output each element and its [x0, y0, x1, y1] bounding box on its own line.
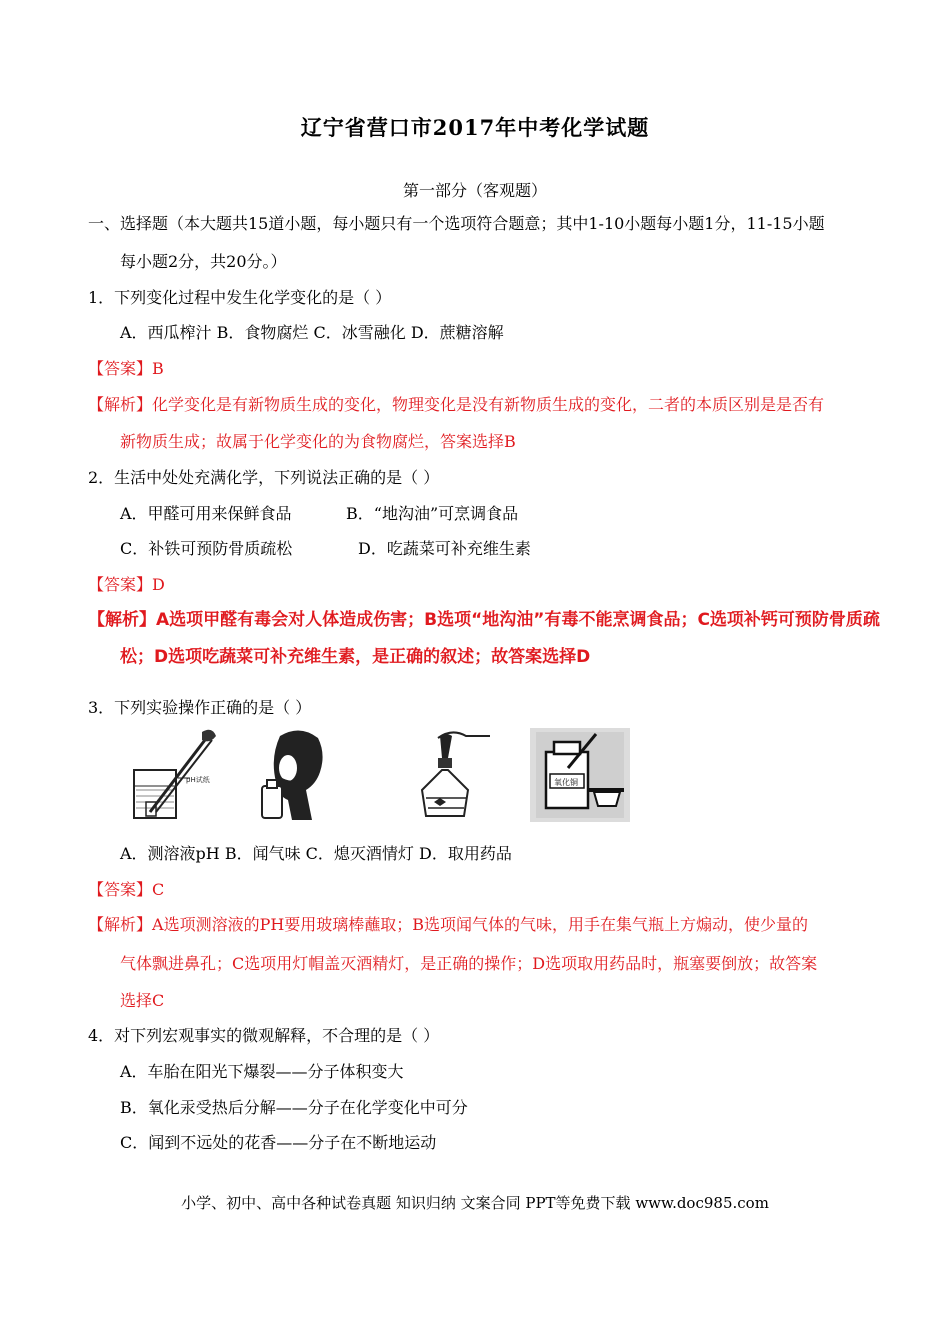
measure-ph-figure	[120, 728, 230, 822]
answer-value: C	[152, 880, 165, 899]
analysis-text: A选项测溶液的PH要用玻璃棒蘸取；B选项闻气体的气味，用手在集气瓶上方煽动，使少量的	[152, 915, 809, 934]
copper-oxide-label: 氧化铜	[554, 778, 578, 787]
q3-analysis-line3: 选择C	[120, 991, 165, 1010]
smell-odor-figure	[258, 728, 328, 822]
q2-option-a: A．甲醛可用来保鲜食品	[120, 504, 292, 523]
page-footer: 小学、初中、高中各种试卷真题 知识归纳 文案合同 PPT等免费下载 www.doc985.com	[181, 1194, 769, 1212]
q2-option-b: B．“地沟油”可烹调食品	[346, 504, 519, 523]
analysis-text: 化学变化是有新物质生成的变化，物理变化是没有新物质生成的变化，二者的本质区别是是否有	[152, 395, 825, 414]
q2-option-c: C．补铁可预防骨质疏松	[120, 539, 293, 558]
part-heading: 第一部分（客观题）	[402, 181, 547, 200]
q2-option-d: D．吃蔬菜可补充维生素	[358, 539, 531, 558]
q1-stem: 1．下列变化过程中发生化学变化的是（ ）	[88, 288, 392, 307]
q1-analysis-line1	[88, 394, 824, 416]
q2-analysis-line1	[88, 609, 880, 631]
answer-tag: 【答案】	[88, 880, 153, 899]
q3-figures	[120, 728, 630, 822]
ph-paper-label: pH试纸	[186, 776, 210, 784]
take-reagent-figure	[530, 728, 630, 822]
answer-tag: 【答案】	[88, 575, 153, 594]
q3-analysis-line1	[88, 914, 808, 936]
section-instructions-line1: 一、选择题（本大题共15道小题，每小题只有一个选项符合题意；其中1-10小题每小题1分，11-15小题	[88, 214, 825, 233]
q3-analysis-line2: 气体飘进鼻孔；C选项用灯帽盖灭酒精灯，是正确的操作；D选项取用药品时，瓶塞要倒放；故答案	[120, 954, 818, 973]
q1-answer	[88, 358, 164, 380]
q3-answer	[88, 879, 164, 901]
q2-answer	[88, 574, 165, 596]
analysis-tag: 【解析】	[88, 915, 153, 934]
q1-analysis-line2: 新物质生成；故属于化学变化的为食物腐烂，答案选择B	[120, 432, 516, 451]
q3-options: A．测溶液pH B．闻气味 C．熄灭酒情灯 D．取用药品	[120, 844, 512, 863]
q4-option-c: C．闻到不远处的花香——分子在不断地运动	[120, 1133, 437, 1152]
analysis-text: A选项甲醛有毒会对人体造成伤害；B选项“地沟油”有毒不能烹调食品；C选项补钙可预防骨质疏	[156, 610, 880, 630]
page-title: 辽宁省营口市2017年中考化学试题	[300, 115, 650, 140]
q4-option-a: A．车胎在阳光下爆裂——分子体积变大	[120, 1062, 404, 1081]
answer-value: B	[152, 359, 164, 378]
extinguish-lamp-figure	[412, 728, 492, 822]
analysis-tag: 【解析】	[88, 395, 153, 414]
q1-options: A．西瓜榨汁 B．食物腐烂 C．冰雪融化 D．蔗糖溶解	[120, 323, 504, 342]
q4-option-b: B．氧化汞受热后分解——分子在化学变化中可分	[120, 1098, 468, 1117]
answer-tag: 【答案】	[88, 359, 153, 378]
q2-analysis-line2: 松；D选项吃蔬菜可补充维生素，是正确的叙述；故答案选择D	[120, 647, 591, 667]
q4-stem: 4．对下列宏观事实的微观解释，不合理的是（ ）	[88, 1026, 440, 1045]
analysis-tag: 【解析】	[88, 610, 156, 630]
q3-stem: 3．下列实验操作正确的是（ ）	[88, 698, 312, 717]
answer-value: D	[152, 575, 165, 594]
q2-stem: 2．生活中处处充满化学，下列说法正确的是（ ）	[88, 468, 440, 487]
section-instructions-line2: 每小题2分，共20分。）	[120, 252, 287, 271]
